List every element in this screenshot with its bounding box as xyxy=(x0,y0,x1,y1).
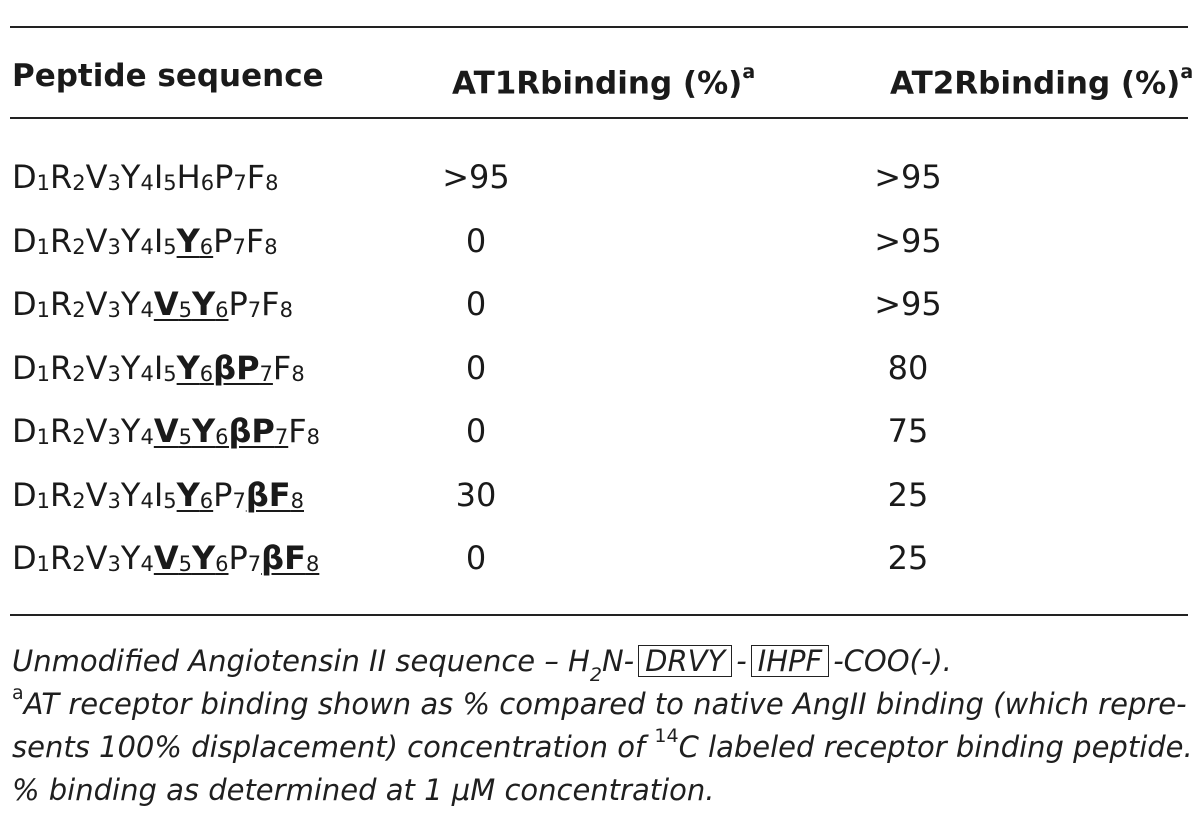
residue-position: 2 xyxy=(72,488,86,513)
residue-position: 5 xyxy=(163,361,177,386)
residue-letter: V xyxy=(153,539,179,577)
peptide-sequence-cell xyxy=(12,406,320,456)
residue-letter: Y xyxy=(176,348,200,387)
residue-position: 5 xyxy=(178,552,192,576)
residue-position: 1 xyxy=(36,552,51,576)
header-at1r-binding xyxy=(452,54,755,105)
at2r-binding-cell: >95 xyxy=(874,158,942,196)
residue xyxy=(121,158,154,196)
residue-letter: R xyxy=(50,412,73,450)
residue xyxy=(214,158,247,196)
residue-position: 6 xyxy=(215,425,229,449)
table-row xyxy=(0,152,1200,202)
header-at1r-binding-label: AT1Rbinding (%) xyxy=(452,65,743,102)
residue xyxy=(177,158,214,196)
modified-residue xyxy=(177,349,214,387)
residue xyxy=(154,222,177,260)
residue-position: 7 xyxy=(233,171,247,195)
residue xyxy=(213,476,246,514)
modified-residue xyxy=(246,476,304,514)
table-header-rule xyxy=(10,117,1188,119)
residue-letter: D xyxy=(12,221,37,260)
residue-position: 8 xyxy=(265,171,279,195)
residue-position: 2 xyxy=(72,234,86,259)
residue-letter: I xyxy=(153,348,164,387)
header-peptide-sequence xyxy=(12,54,324,98)
residue-position: 7 xyxy=(247,552,262,576)
note-subscript: 2 xyxy=(589,663,602,686)
residue-letter: F xyxy=(272,348,292,387)
residue xyxy=(12,476,50,514)
residue-letter: R xyxy=(50,158,73,196)
residue-letter: D xyxy=(12,539,37,577)
residue-letter: Y xyxy=(191,285,216,323)
residue-letter: Y xyxy=(120,221,141,260)
residue xyxy=(273,349,305,387)
table-row xyxy=(0,470,1200,520)
header-peptide-sequence-label: Peptide sequence xyxy=(12,58,324,94)
note-footnote-a-cont xyxy=(12,726,1192,769)
residue-letter: V xyxy=(85,539,108,577)
table-row xyxy=(0,533,1200,583)
residue-position: 3 xyxy=(107,552,121,576)
residue-letter: Y xyxy=(176,221,200,260)
residue-letter: R xyxy=(50,221,73,260)
residue xyxy=(261,285,293,323)
residue xyxy=(121,222,154,260)
residue-letter: I xyxy=(153,475,164,514)
residue-position: 3 xyxy=(107,361,121,386)
residue-letter: βP xyxy=(228,412,275,450)
residue xyxy=(246,222,278,260)
residue-letter: P xyxy=(228,539,248,577)
at2r-binding-cell: 25 xyxy=(887,539,929,577)
residue xyxy=(121,412,154,450)
residue-letter: V xyxy=(85,475,108,514)
residue xyxy=(50,539,86,577)
residue-position: 3 xyxy=(107,171,121,195)
residue-position: 4 xyxy=(140,488,154,513)
residue-position: 7 xyxy=(232,234,246,259)
residue-letter: R xyxy=(50,285,73,323)
residue-letter: R xyxy=(50,348,73,387)
residue-position: 3 xyxy=(107,234,121,259)
residue-letter: Y xyxy=(191,539,216,577)
sequence-box-ihpf: IHPF xyxy=(751,645,830,677)
residue xyxy=(247,158,279,196)
footnote-mark: a xyxy=(1180,61,1194,83)
header-at2r-binding xyxy=(890,54,1193,105)
residue xyxy=(50,222,86,260)
residue-letter: R xyxy=(50,475,73,514)
residue-position: 2 xyxy=(72,361,86,386)
residue-letter: D xyxy=(12,348,37,387)
note-footnote-a xyxy=(12,683,1192,726)
residue-letter: H xyxy=(176,158,201,196)
residue-position: 4 xyxy=(140,298,154,322)
residue-position: 6 xyxy=(215,298,229,322)
residue-position: 1 xyxy=(36,234,51,259)
residue-letter: V xyxy=(153,285,179,323)
residue-position: 2 xyxy=(72,298,86,322)
at1r-binding-cell: 0 xyxy=(465,221,487,260)
residue-position: 8 xyxy=(264,234,278,259)
residue xyxy=(213,222,246,260)
footnote-mark: a xyxy=(742,61,756,83)
note-text: sents 100% displacement) concentration of xyxy=(12,730,655,764)
residue xyxy=(121,349,154,387)
residue-position: 6 xyxy=(200,171,215,195)
note-text: AT receptor binding shown as % compared to native AngII binding (which repre- xyxy=(23,687,1187,721)
residue xyxy=(12,539,50,577)
residue-letter: Y xyxy=(120,285,141,323)
residue xyxy=(121,539,154,577)
note-text: - xyxy=(736,644,747,678)
residue-letter: Y xyxy=(120,348,141,387)
residue-position: 7 xyxy=(247,298,262,322)
residue-letter: βF xyxy=(261,539,306,577)
table-row xyxy=(0,406,1200,456)
peptide-sequence-cell xyxy=(12,343,305,393)
residue xyxy=(154,349,177,387)
residue xyxy=(288,412,320,450)
residue-letter: F xyxy=(245,221,265,260)
residue xyxy=(86,158,121,196)
modified-residue xyxy=(192,285,229,323)
note-superscript: 14 xyxy=(654,725,679,748)
residue-position: 6 xyxy=(199,234,214,259)
residue-position: 4 xyxy=(140,425,154,449)
modified-residue xyxy=(177,222,214,260)
residue xyxy=(86,539,121,577)
residue xyxy=(50,158,86,196)
residue-position: 8 xyxy=(291,361,305,386)
residue-letter: Y xyxy=(120,475,141,514)
residue-position: 1 xyxy=(36,298,51,322)
footnote-mark: a xyxy=(12,682,24,705)
residue-position: 2 xyxy=(72,171,86,195)
residue-position: 7 xyxy=(232,488,246,513)
residue-position: 4 xyxy=(140,234,154,259)
at2r-binding-cell: 75 xyxy=(887,412,929,450)
residue-position: 5 xyxy=(178,425,192,449)
residue-position: 3 xyxy=(107,298,121,322)
residue-position: 5 xyxy=(163,171,177,195)
residue xyxy=(229,539,262,577)
residue-letter: Y xyxy=(120,412,141,450)
residue xyxy=(121,285,154,323)
residue xyxy=(12,222,50,260)
residue xyxy=(121,476,154,514)
residue-position: 1 xyxy=(36,425,51,449)
table-notes xyxy=(12,640,1192,812)
residue-letter: P xyxy=(213,221,233,260)
modified-residue xyxy=(213,349,273,387)
residue xyxy=(50,285,86,323)
modified-residue xyxy=(154,539,192,577)
residue-position: 2 xyxy=(72,425,86,449)
residue-letter: V xyxy=(85,221,108,260)
peptide-sequence-cell xyxy=(12,152,279,202)
peptide-sequence-cell xyxy=(12,279,293,329)
note-binding-concentration: % binding as determined at 1 μM concentration. xyxy=(12,773,715,807)
residue-position: 4 xyxy=(140,171,154,195)
residue-letter: F xyxy=(261,285,280,323)
peptide-sequence-cell xyxy=(12,470,304,520)
residue xyxy=(86,285,121,323)
table-bottom-rule xyxy=(10,614,1188,616)
table-top-rule xyxy=(10,26,1188,28)
sequence-box-drvy: DRVY xyxy=(638,645,732,677)
residue-position: 3 xyxy=(107,488,121,513)
note-text: C labeled receptor binding peptide. xyxy=(678,730,1193,764)
residue-position: 1 xyxy=(36,361,51,386)
residue xyxy=(86,412,121,450)
residue-letter: Y xyxy=(176,475,200,514)
at2r-binding-cell: 25 xyxy=(887,475,929,514)
modified-residue xyxy=(192,412,229,450)
residue-letter: D xyxy=(12,285,37,323)
residue-letter: V xyxy=(85,285,108,323)
residue-letter: F xyxy=(246,158,266,196)
residue-position: 3 xyxy=(107,425,121,449)
at2r-binding-cell: >95 xyxy=(874,221,942,260)
modified-residue xyxy=(192,539,229,577)
modified-residue xyxy=(261,539,319,577)
modified-residue xyxy=(177,476,214,514)
residue-letter: V xyxy=(85,412,108,450)
residue-position: 5 xyxy=(163,488,177,513)
modified-residue xyxy=(154,285,192,323)
at1r-binding-cell: 0 xyxy=(465,285,487,323)
residue xyxy=(50,412,86,450)
residue-letter: V xyxy=(153,412,179,450)
residue-position: 5 xyxy=(163,234,177,259)
residue-position: 7 xyxy=(274,425,289,449)
residue-position: 8 xyxy=(290,488,304,513)
table-row xyxy=(0,343,1200,393)
residue-letter: P xyxy=(228,285,248,323)
residue-position: 1 xyxy=(36,488,51,513)
residue-letter: βF xyxy=(245,475,291,514)
residue-position: 8 xyxy=(279,298,293,322)
table-row xyxy=(0,279,1200,329)
residue-letter: Y xyxy=(191,412,216,450)
at1r-binding-cell: 0 xyxy=(465,539,487,577)
residue-position: 8 xyxy=(306,425,321,449)
residue xyxy=(86,476,121,514)
residue-position: 5 xyxy=(178,298,192,322)
modified-residue xyxy=(229,412,289,450)
peptide-sequence-cell xyxy=(12,216,278,266)
residue-position: 8 xyxy=(305,552,320,576)
residue xyxy=(50,349,86,387)
residue-position: 6 xyxy=(199,361,214,386)
residue-position: 2 xyxy=(72,552,86,576)
note-text: Unmodified Angiotensin II sequence – H xyxy=(12,644,590,678)
residue-position: 7 xyxy=(259,361,273,386)
residue-letter: P xyxy=(214,158,234,196)
residue-letter: I xyxy=(153,158,164,196)
residue-letter: Y xyxy=(120,158,141,196)
residue-letter: Y xyxy=(120,539,141,577)
at2r-binding-cell: >95 xyxy=(874,285,942,323)
residue xyxy=(154,158,177,196)
residue-position: 4 xyxy=(140,552,154,576)
residue xyxy=(12,158,50,196)
residue-position: 6 xyxy=(215,552,229,576)
at1r-binding-cell: >95 xyxy=(442,158,510,196)
residue-letter: F xyxy=(288,412,307,450)
peptide-sequence-cell xyxy=(12,533,319,583)
residue-letter: βP xyxy=(213,348,260,387)
residue xyxy=(229,285,262,323)
residue xyxy=(12,349,50,387)
at2r-binding-cell: 80 xyxy=(887,348,929,387)
note-text: N- xyxy=(601,644,635,678)
residue-position: 4 xyxy=(140,361,154,386)
at1r-binding-cell: 30 xyxy=(455,475,497,514)
residue xyxy=(50,476,86,514)
residue-letter: R xyxy=(50,539,73,577)
residue-letter: D xyxy=(12,475,37,514)
at1r-binding-cell: 0 xyxy=(465,348,487,387)
residue-position: 1 xyxy=(36,171,51,195)
residue-letter: I xyxy=(153,221,164,260)
note-text: -COO(-). xyxy=(833,644,952,678)
residue xyxy=(12,285,50,323)
residue-letter: P xyxy=(213,475,233,514)
residue-position: 6 xyxy=(199,488,214,513)
table-row xyxy=(0,216,1200,266)
modified-residue xyxy=(154,412,192,450)
residue xyxy=(86,349,121,387)
residue-letter: V xyxy=(85,158,108,196)
residue-letter: D xyxy=(12,412,37,450)
residue xyxy=(12,412,50,450)
header-at2r-binding-label: AT2Rbinding (%) xyxy=(890,65,1181,102)
at1r-binding-cell: 0 xyxy=(465,412,487,450)
note-unmodified-sequence xyxy=(12,640,1192,686)
residue xyxy=(86,222,121,260)
residue-letter: D xyxy=(12,158,37,196)
residue xyxy=(154,476,177,514)
residue-letter: V xyxy=(85,348,108,387)
